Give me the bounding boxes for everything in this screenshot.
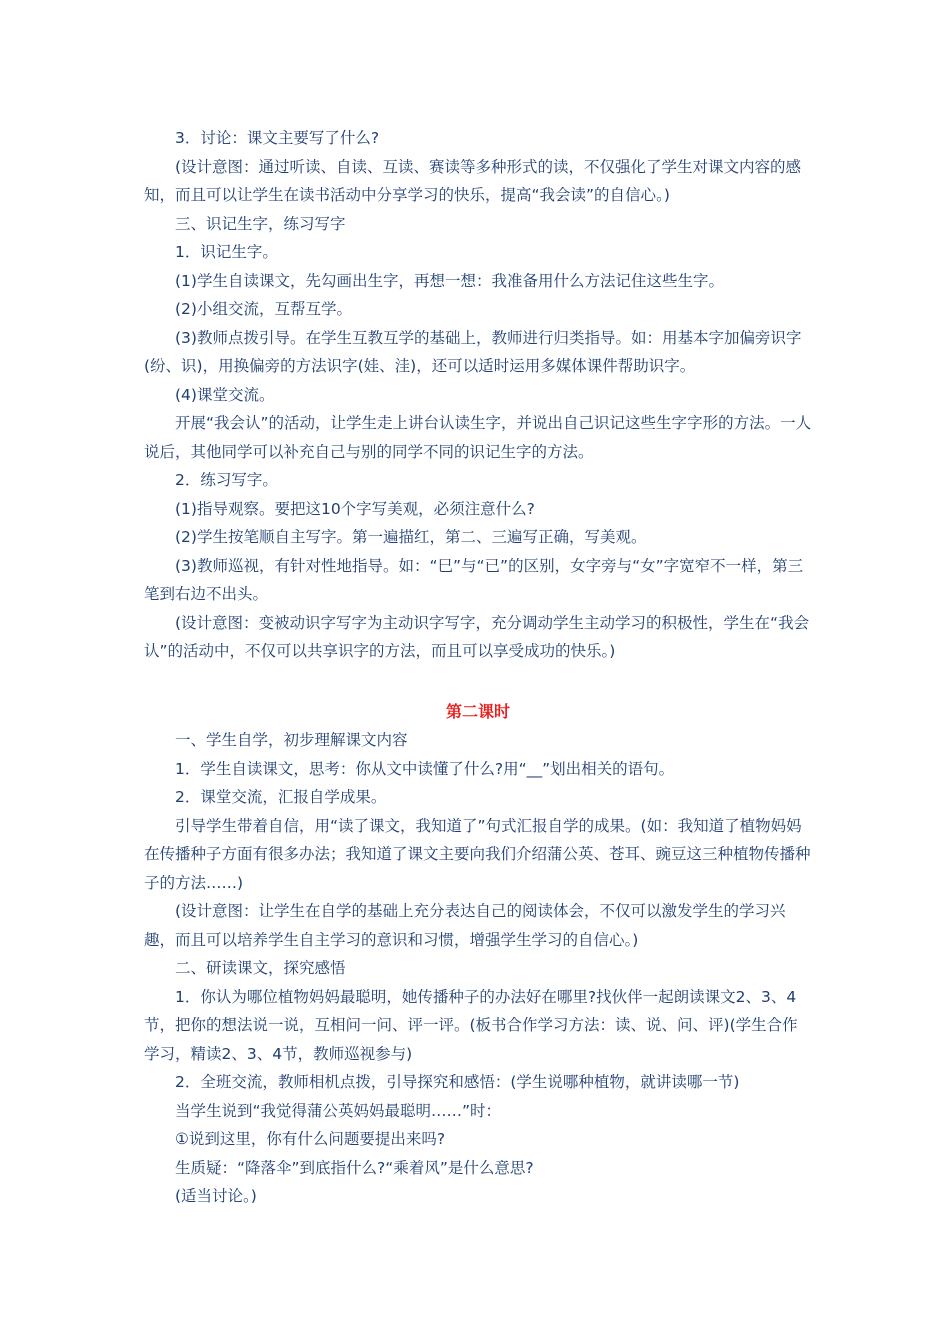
paragraph: 3．讨论：课文主要写了什么? xyxy=(175,129,380,147)
paragraph: 当学生说到“我觉得蒲公英妈妈最聪明……”时： xyxy=(175,1101,502,1120)
paragraph: (1)学生自读课文，先勾画出生字，再想一想：我准备用什么方法记住这些生字。 xyxy=(175,271,724,290)
paragraph: (4)课堂交流。 xyxy=(175,385,275,404)
paragraph: (设计意图：让学生在自学的基础上充分表达自己的阅读体会，不仅可以激发学生的学习兴趣，而且可以培养学生自主学习的意识和习惯，增强学生学习的自信心。) xyxy=(144,902,786,949)
paragraph: (设计意图：通过听读、自读、互读、赛读等多种形式的读，不仅强化了学生对课文内容的感知，而且可以让学生在读书活动中分享学习的快乐，提高“我会读”的自信心。) xyxy=(144,157,802,204)
paragraph: (2)学生按笔顺自主写字。第一遍描红，第二、三遍写正确，写美观。 xyxy=(175,528,647,546)
paragraph: (3)教师点拨引导。在学生互教互学的基础上，教师进行归类指导。如：用基本字加偏旁识字(纷、识)，用换偏旁的方法识字(娃、洼)，还可以适时运用多媒体课件帮助识字。 xyxy=(144,328,802,375)
section-heading: 一、学生自学，初步理解课文内容 xyxy=(175,731,408,749)
paragraph: (设计意图：变被动识字写字为主动识字写字，充分调动学生主动学习的积极性，学生在“我会认”的活动中，不仅可以共享识字的方法，而且可以享受成功的快乐。) xyxy=(144,613,810,660)
lesson-title: 第二课时 xyxy=(445,701,510,721)
section-heading: 二、研读课文，探究感悟 xyxy=(175,959,346,977)
spacer xyxy=(144,666,812,698)
paragraph: 1．学生自读课文，思考：你从文中读懂了什么?用“__”划出相关的语句。 xyxy=(175,759,675,778)
paragraph: (3)教师巡视，有针对性地指导。如：“巳”与“已”的区别，女字旁与“女”字宽窄不一样，第三笔到右边不出头。 xyxy=(144,556,804,603)
paragraph: 1．识记生字。 xyxy=(175,243,278,261)
paragraph: 生质疑：“降落伞”到底指什么?“乘着风”是什么意思? xyxy=(175,1158,534,1177)
paragraph: (2)小组交流，互帮互学。 xyxy=(175,300,352,318)
paragraph: 引导学生带着自信，用“读了课文，我知道了”句式汇报自学的成果。(如：我知道了植物妈妈在传播种子方面有很多办法；我知道了课文主要向我们介绍蒲公英、苍耳、豌豆这三种植物传播种子的方法……) xyxy=(144,816,811,892)
paragraph: 开展“我会认”的活动，让学生走上讲台认读生字，并说出自己识记这些生字字形的方法。一人说后，其他同学可以补充自己与别的同学不同的识记生字的方法。 xyxy=(144,414,812,461)
paragraph: 2．课堂交流，汇报自学成果。 xyxy=(175,788,387,806)
paragraph: ①说到这里，你有什么问题要提出来吗? xyxy=(175,1130,446,1148)
paragraph: 1．你认为哪位植物妈妈最聪明，她传播种子的办法好在哪里?找伙伴一起朗读课文2、3、4节，把你的想法说一说，互相问一问、评一评。(板书合作学习方法：读、说、问、评)(学生合作学习，精读2、3、4节，教师巡视参与) xyxy=(144,987,798,1063)
document-page xyxy=(144,124,812,1211)
paragraph: 2．全班交流，教师相机点拨，引导探究和感悟：(学生说哪种植物，就讲读哪一节) xyxy=(175,1073,740,1091)
section-heading: 三、识记生字，练习写字 xyxy=(175,214,346,233)
paragraph: 2．练习写字。 xyxy=(175,471,278,489)
paragraph: (1)指导观察。要把这10个字写美观，必须注意什么? xyxy=(175,499,535,518)
paragraph: (适当讨论。) xyxy=(175,1187,257,1205)
